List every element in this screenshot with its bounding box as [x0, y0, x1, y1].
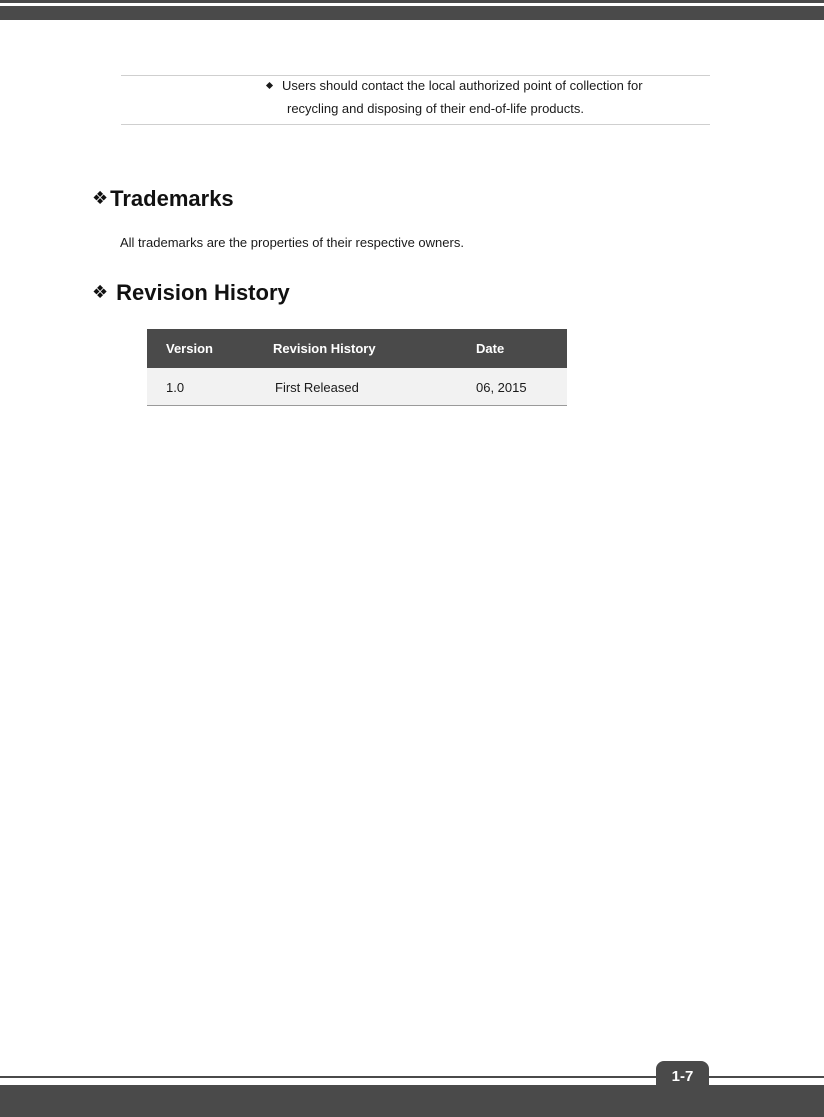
table-header-row	[147, 329, 567, 368]
continuation-line	[267, 78, 643, 94]
top-rule	[0, 0, 824, 3]
continuation-text-1: Users should contact the local authorized point of collection for	[282, 78, 643, 93]
revision-table	[147, 329, 567, 406]
trademarks-title: Trademarks	[110, 186, 234, 211]
cell-revision: First Released	[275, 380, 359, 395]
diamond-ornament-icon: ❖	[92, 188, 109, 209]
header-version: Version	[166, 341, 213, 356]
revision-heading	[92, 280, 290, 308]
page-number-badge: 1-7	[656, 1061, 709, 1093]
top-bar	[0, 6, 824, 20]
cell-version: 1.0	[166, 380, 185, 395]
continuation-table	[121, 75, 710, 125]
cell-date: 06, 2015	[476, 380, 527, 395]
header-date: Date	[476, 341, 505, 356]
revision-title: Revision History	[116, 280, 290, 305]
header-revision-history: Revision History	[273, 341, 376, 356]
table-row	[147, 368, 567, 406]
trademarks-heading	[92, 186, 234, 214]
trademarks-body: All trademarks are the properties of their respective owners.	[120, 235, 464, 250]
diamond-ornament-icon: ❖	[92, 282, 109, 303]
continuation-text-2: recycling and disposing of their end-of-life products.	[287, 101, 584, 116]
diamond-bullet-icon	[266, 82, 273, 89]
